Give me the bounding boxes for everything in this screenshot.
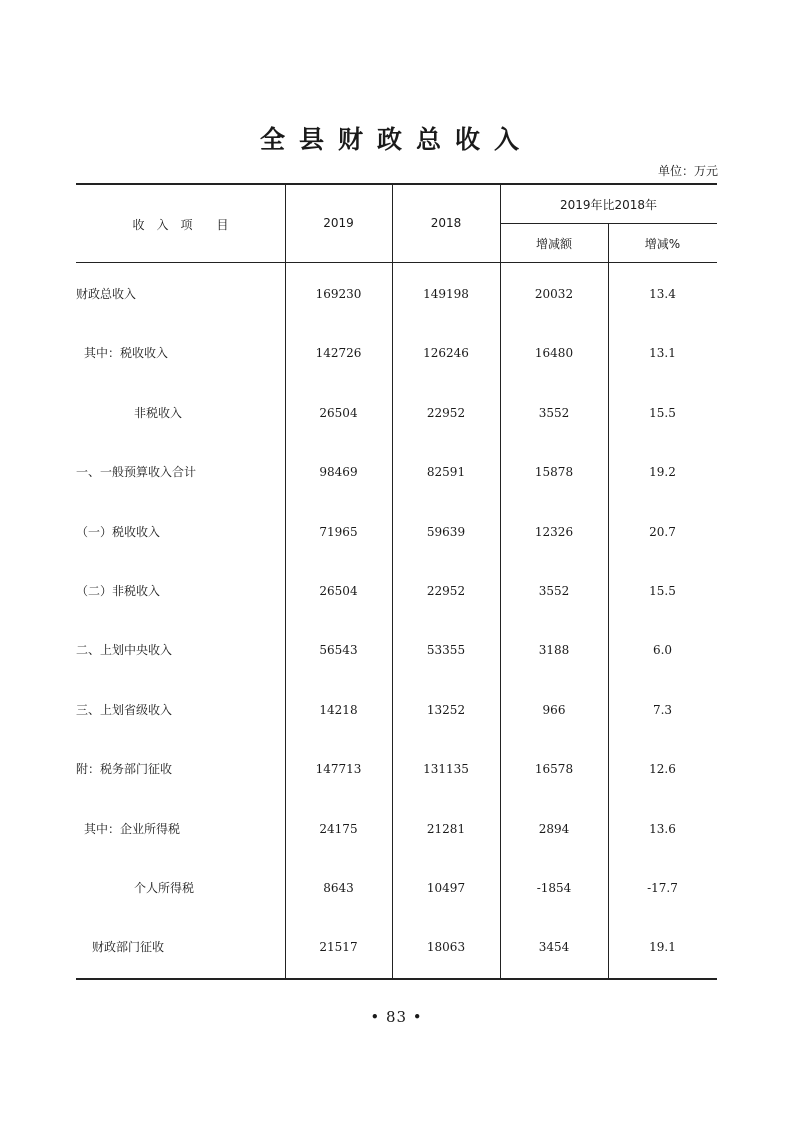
row-label: （一）税收收入: [76, 524, 161, 539]
cell-change-pct: 7.3: [652, 702, 673, 717]
row-label: 个人所得税: [134, 881, 195, 895]
cell-change-pct: 6.0: [652, 643, 673, 658]
header-2019: 2019: [323, 216, 354, 230]
table-row: [76, 522, 717, 542]
row-label: 三、上划省级收入: [76, 702, 173, 717]
row-label: 附：税务部门征收: [76, 762, 173, 777]
cell-2019: 98469: [319, 465, 358, 480]
cell-change-amount: 966: [542, 702, 566, 717]
cell-change-amount: 3188: [538, 643, 570, 658]
cell-change-amount: 3454: [538, 940, 570, 955]
cell-change-amount: 16480: [534, 346, 574, 361]
cell-change-amount: 20032: [534, 287, 574, 301]
cell-2018: 82591: [426, 465, 466, 480]
cell-change-pct: 15.5: [649, 584, 676, 598]
unit-label: 单位：万元: [657, 164, 718, 178]
table-row: [76, 581, 717, 601]
cell-2018: 13252: [426, 702, 466, 717]
table-row: [76, 700, 717, 720]
table-row: [76, 403, 717, 423]
revenue-table: [76, 183, 717, 980]
column-divider: [608, 224, 609, 978]
header-item: 收 入 项 目: [132, 218, 229, 232]
cell-2019: 56543: [319, 643, 358, 658]
row-label: 财政总收入: [76, 287, 137, 301]
cell-2019: 26504: [319, 584, 358, 598]
cell-2019: 142726: [315, 346, 362, 361]
cell-change-amount: -1854: [536, 881, 572, 895]
header-change-amount: 增减额: [535, 237, 572, 251]
header-compare: 2019年比2018年: [559, 198, 658, 212]
cell-2018: 21281: [426, 821, 466, 836]
row-label: 二、上划中央收入: [76, 643, 173, 658]
cell-change-pct: 19.1: [649, 940, 676, 955]
cell-change-amount: 15878: [534, 465, 574, 480]
cell-2018: 22952: [426, 584, 466, 598]
cell-2018: 10497: [426, 881, 466, 895]
cell-change-pct: 15.5: [649, 405, 676, 420]
cell-change-pct: 13.6: [649, 821, 676, 836]
cell-2018: 126246: [423, 346, 469, 361]
table-row: [76, 937, 717, 957]
cell-change-pct: 12.6: [649, 762, 676, 777]
cell-change-pct: -17.7: [647, 881, 678, 895]
cell-change-pct: 13.4: [649, 287, 676, 301]
table-row: [76, 878, 717, 898]
cell-2019: 21517: [319, 940, 358, 955]
cell-change-amount: 16578: [534, 762, 574, 777]
cell-change-amount: 3552: [538, 405, 570, 420]
row-label: 其中：企业所得税: [84, 821, 181, 836]
cell-change-amount: 12326: [534, 524, 574, 539]
header-2018: 2018: [430, 216, 462, 230]
page-number: • 83 •: [370, 1008, 423, 1026]
cell-2018: 53355: [426, 643, 466, 658]
row-label: 一、一般预算收入合计: [76, 465, 197, 480]
row-label: 其中：税收收入: [84, 346, 169, 361]
row-label: 非税收入: [134, 405, 183, 420]
page-title: 全县财政总收入: [259, 125, 533, 154]
cell-2019: 71965: [319, 524, 358, 539]
cell-change-pct: 13.1: [649, 346, 676, 361]
cell-change-amount: 2894: [538, 821, 570, 836]
table-row: [76, 759, 717, 779]
table-row: [76, 462, 717, 482]
cell-2019: 147713: [315, 762, 362, 777]
cell-2018: 131135: [423, 762, 469, 777]
header-divider: [500, 223, 717, 224]
cell-2019: 26504: [319, 405, 358, 420]
cell-2018: 59639: [426, 524, 466, 539]
cell-change-pct: 19.2: [649, 465, 676, 480]
cell-2019: 169230: [315, 287, 362, 301]
row-label: 财政部门征收: [92, 940, 165, 955]
cell-2019: 8643: [323, 881, 354, 895]
header-bottom-rule: [76, 262, 717, 263]
cell-2018: 149198: [423, 287, 469, 301]
row-label: （二）非税收入: [76, 584, 161, 598]
cell-change-pct: 20.7: [649, 524, 676, 539]
table-row: [76, 284, 717, 304]
cell-change-amount: 3552: [538, 584, 570, 598]
table-row: [76, 819, 717, 839]
cell-2018: 22952: [426, 405, 466, 420]
table-row: [76, 343, 717, 363]
table-row: [76, 640, 717, 660]
cell-2019: 24175: [319, 821, 358, 836]
cell-2019: 14218: [319, 702, 358, 717]
cell-2018: 18063: [426, 940, 466, 955]
header-change-pct: 增减%: [644, 237, 681, 251]
